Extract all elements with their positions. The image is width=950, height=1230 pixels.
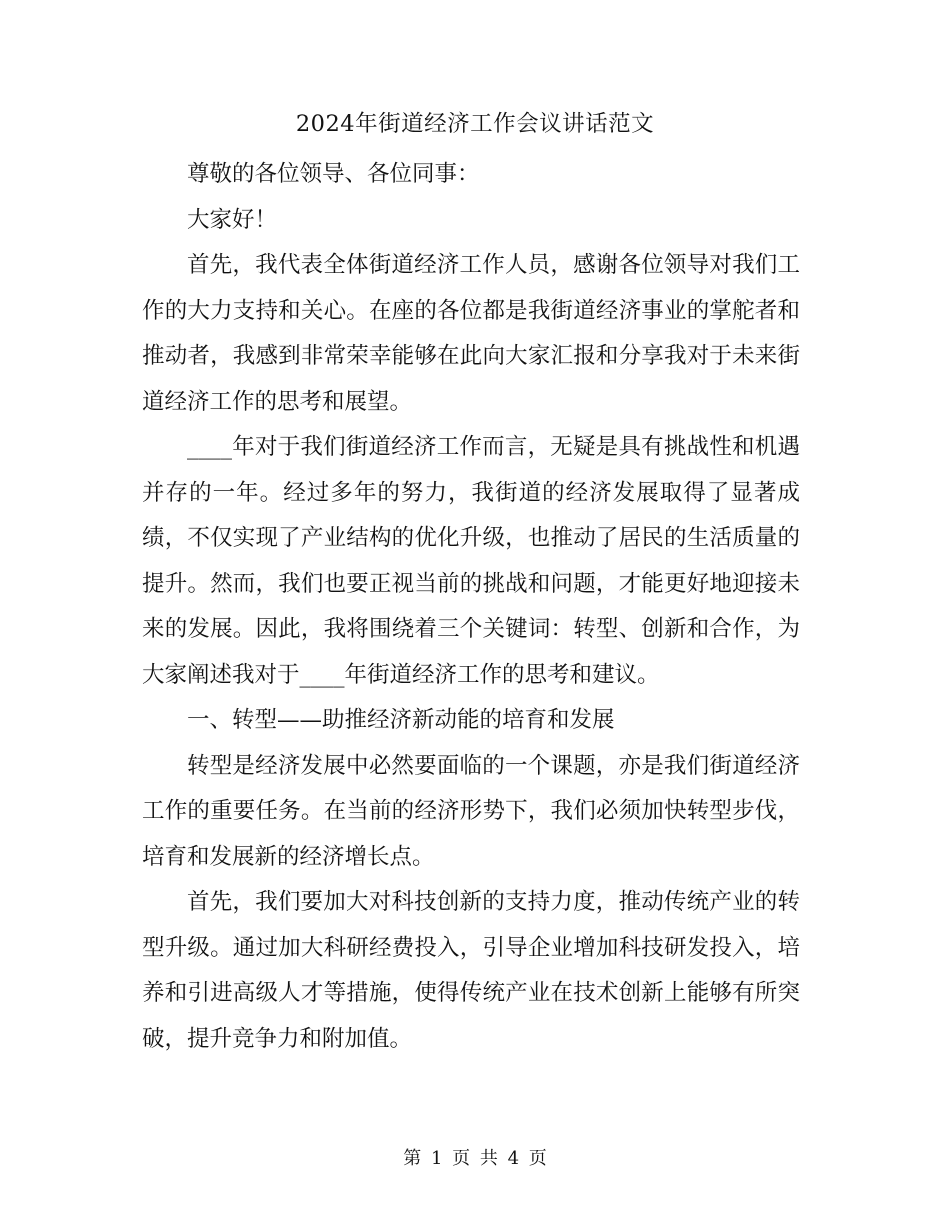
page-footer: 第 1 页 共 4 页 [403,1148,547,1169]
body-paragraph: ____年对于我们街道经济工作而言，无疑是具有挑战性和机遇并存的一年。经过多年的努力，我街道的经济发展取得了显著成绩，不仅实现了产业结构的优化升级，也推动了居民的生活质量的提升。然而，我们也要正视当前的挑战和问题，才能更好地迎接未来的发展。因此，我将围绕着三个关键词：转型、创新和合作，为大家阐述我对于____年街道经济工作的思考和建议。 [142,434,800,688]
greeting-paragraph: 大家好！ [187,206,278,233]
body-paragraph: 首先，我代表全体街道经济工作人员，感谢各位领导对我们工作的大力支持和关心。在座的各位都是我街道经济事业的掌舵者和推动者，我感到非常荣幸能够在此向大家汇报和分享我对于未来街道经济工作的思考和展望。 [142,252,800,415]
document-title: 2024年街道经济工作会议讲话范文 [295,111,655,137]
document-body [142,152,800,1062]
section-heading: 一、转型——助推经济新动能的培育和发展 [187,707,615,733]
body-paragraph: 转型是经济发展中必然要面临的一个课题，亦是我们街道经济工作的重要任务。在当前的经济形势下，我们必须加快转型步伐，培育和发展新的经济增长点。 [142,752,800,870]
body-paragraph: 首先，我们要加大对科技创新的支持力度，推动传统产业的转型升级。通过加大科研经费投入，引导企业增加科技研发投入，培养和引进高级人才等措施，使得传统产业在技术创新上能够有所突破，提升竞争力和附加值。 [142,889,800,1052]
salutation-paragraph: 尊敬的各位领导、各位同事： [187,161,480,187]
